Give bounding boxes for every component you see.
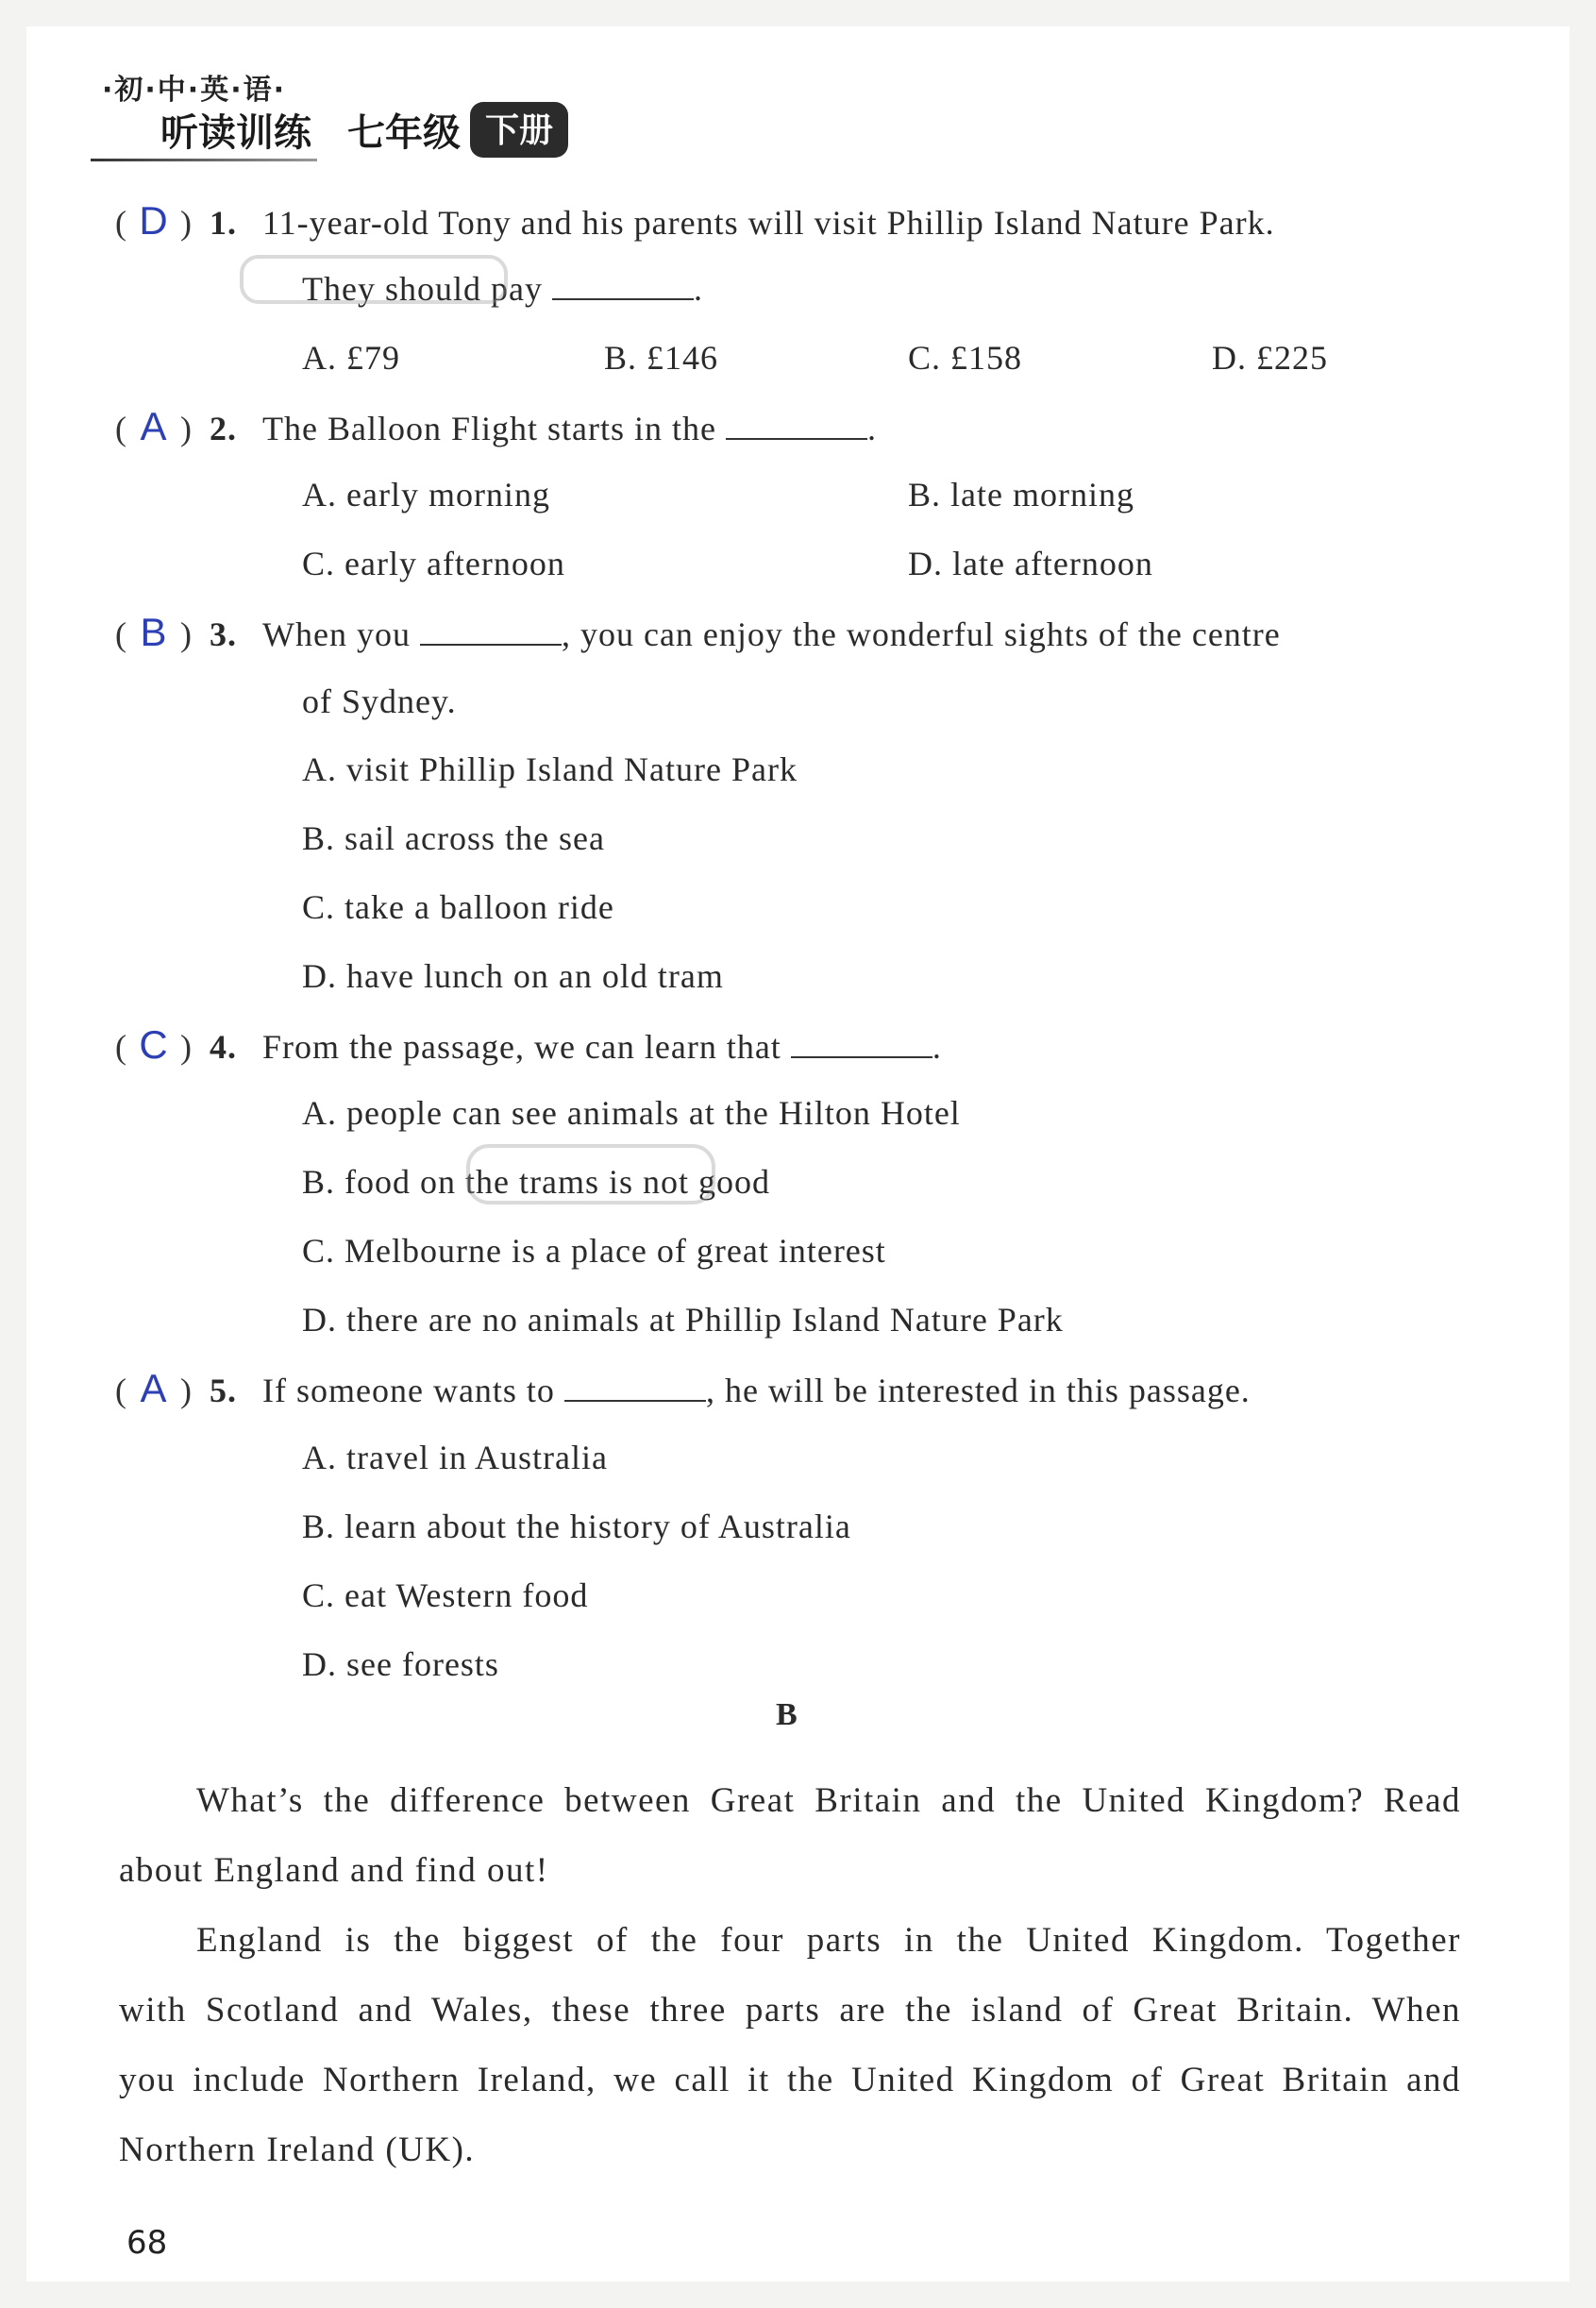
answer-blank	[420, 615, 562, 646]
answer-blank	[791, 1028, 932, 1058]
question-text: When you , you can enjoy the wonderful sights of the centre	[262, 615, 1281, 653]
page-number: 68	[126, 2224, 168, 2262]
answer-blank	[726, 410, 867, 440]
option-d: D. have lunch on an old tram	[302, 957, 724, 995]
paragraph-line: with Scotland and Wales, these three parts are the island of Great Britain. When	[119, 1991, 1461, 2030]
question-text: The Balloon Flight starts in the .	[262, 410, 877, 447]
watermark-icon	[236, 247, 519, 313]
grade-text: 七年级	[347, 111, 461, 155]
answer-1: D	[139, 198, 169, 243]
volume-badge: 下册	[470, 102, 568, 158]
option-c: C. £158	[908, 339, 1023, 377]
option-a: A. travel in Australia	[302, 1439, 608, 1476]
question-text: From the passage, we can learn that .	[262, 1028, 942, 1066]
question-2: ( A ) 2. The Balloon Flight starts in the .	[115, 404, 877, 448]
question-1: ( D ) 1. 11-year-old Tony and his parents will visit Phillip Island Nature Park.	[115, 198, 1275, 243]
paragraph-line: about England and find out!	[119, 1851, 549, 1890]
book-title	[160, 102, 568, 158]
answer-blank	[552, 270, 694, 300]
paragraph-line: Northern Ireland (UK).	[119, 2131, 476, 2169]
answer-5: A	[140, 1366, 168, 1410]
option-d: D. late afternoon	[908, 545, 1153, 582]
option-c: C. take a balloon ride	[302, 888, 614, 926]
question-text: 11-year-old Tony and his parents will visit Phillip Island Nature Park.	[262, 204, 1275, 242]
title-text: 听读训练	[160, 111, 311, 155]
question-1-line-2: They should pay .	[302, 270, 703, 308]
question-5: ( A ) 5. If someone wants to , he will be interested in this passage.	[115, 1366, 1251, 1410]
watermark-graphic	[236, 247, 519, 328]
option-d: D. there are no animals at Phillip Island Nature Park	[302, 1301, 1064, 1339]
question-number: 5.	[210, 1372, 237, 1409]
option-c: C. Melbourne is a place of great interest	[302, 1232, 886, 1270]
option-a: A. £79	[302, 339, 400, 377]
watermark-icon	[462, 1133, 727, 1218]
option-d: D. £225	[1212, 339, 1328, 377]
series-label: ·初·中·英·语·	[102, 74, 286, 107]
answer-4: C	[139, 1022, 169, 1067]
paragraph-line: you include Northern Ireland, we call it the United Kingdom of Great Britain and	[119, 2061, 1461, 2099]
question-number: 3.	[210, 615, 237, 653]
question-text: If someone wants to , he will be interested in this passage.	[262, 1372, 1251, 1409]
option-a: A. early morning	[302, 476, 550, 514]
option-a: A. visit Phillip Island Nature Park	[302, 750, 798, 788]
answer-blank	[564, 1372, 706, 1402]
question-4: ( C ) 4. From the passage, we can learn that .	[115, 1022, 942, 1067]
question-number: 4.	[210, 1028, 237, 1066]
question-3: ( B ) 3. When you , you can enjoy the wonderful sights of the centre	[115, 610, 1281, 654]
option-a: A. people can see animals at the Hilton Hotel	[302, 1094, 961, 1132]
option-b: B. sail across the sea	[302, 819, 605, 857]
option-c: C. eat Western food	[302, 1576, 589, 1614]
watermark-graphic	[462, 1133, 727, 1232]
option-b: B. late morning	[908, 476, 1134, 514]
answer-3: B	[140, 610, 168, 654]
option-b: B. £146	[604, 339, 719, 377]
option-d: D. see forests	[302, 1645, 499, 1683]
section-heading: B	[776, 1697, 798, 1732]
question-number: 2.	[210, 410, 237, 447]
header-rule	[91, 159, 317, 161]
question-3-line-2: of Sydney.	[302, 682, 457, 720]
paragraph-line: England is the biggest of the four parts in the United Kingdom. Together	[196, 1921, 1461, 1960]
paragraph-line: What’s the difference between Great Britain and the United Kingdom? Read	[196, 1781, 1461, 1820]
answer-2: A	[140, 404, 168, 448]
option-c: C. early afternoon	[302, 545, 565, 582]
question-number: 1.	[210, 204, 237, 242]
option-b: B. learn about the history of Australia	[302, 1508, 851, 1545]
option-b: B. food on the trams is not good	[302, 1163, 770, 1201]
